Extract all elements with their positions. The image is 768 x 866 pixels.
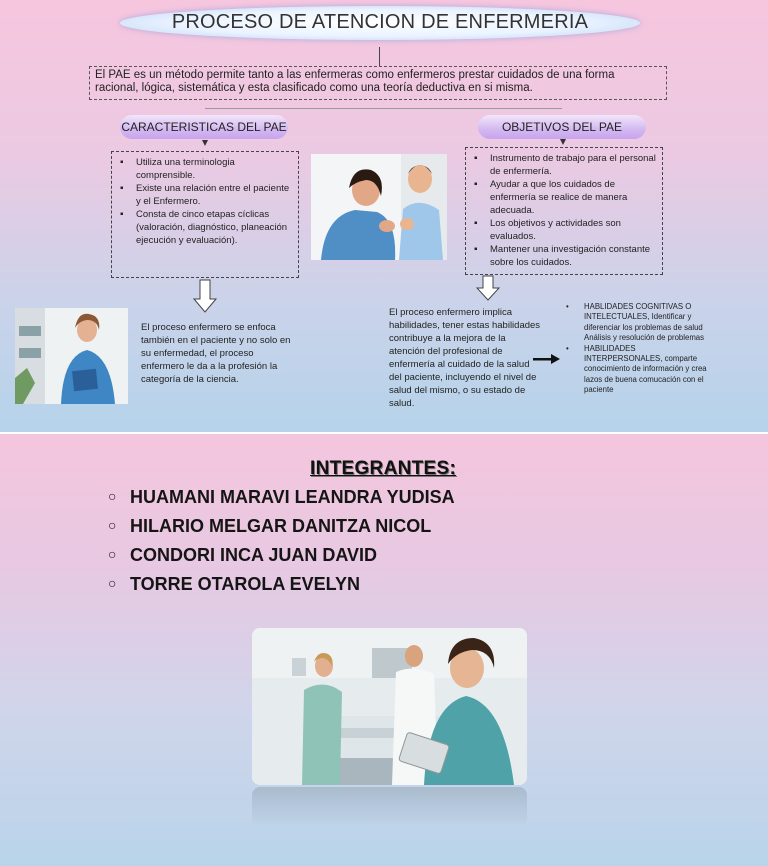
page-title: PROCESO DE ATENCION DE ENFERMERIA — [171, 11, 589, 33]
member-item — [108, 574, 360, 595]
nurse-child-photo — [311, 154, 447, 260]
list-item: ▪ Existe una relación entre el paciente y el Enfermero. — [120, 182, 292, 208]
member-name: HUAMANI MARAVI LEANDRA YUDISA — [130, 487, 455, 507]
member-item — [108, 545, 377, 566]
connector-line — [205, 108, 562, 109]
title-connector — [379, 47, 380, 67]
characteristics-heading: CARACTERISTICAS DEL PAE — [120, 115, 288, 139]
hollow-arrow-down-icon — [193, 279, 217, 313]
bullet-icon: ○ — [108, 575, 117, 591]
nurse-clipboard-photo — [15, 308, 128, 404]
nurses-hospital-photo — [252, 628, 527, 785]
arrow-down-icon — [202, 140, 208, 146]
list-item: • HABLIDADES COGNITIVAS O INTELECTUALES, Identificar y diferenciar los problemas de salud Análisis y resolución de problemas — [566, 302, 714, 344]
photo-reflection — [252, 787, 527, 827]
list-item: ▪ Utiliza una terminologia comprensible. — [120, 156, 292, 182]
member-item — [108, 487, 455, 508]
member-name: CONDORI INCA JUAN DAVID — [130, 545, 378, 565]
bullet-icon: ○ — [108, 546, 117, 562]
hollow-arrow-down-icon — [476, 275, 500, 301]
skills-list — [566, 302, 714, 396]
skills-intro-text: El proceso enfermero implica habilidades, tener estas habilidades contribuye a la mejora de la atención del profesional de enfermería al cuidado de la salud del paciente, incluyendo el nivel de salud del mismo, o su estado de salud. — [389, 307, 541, 409]
list-item: ▪ Instrumento de trabajo para el personal de enfermería. — [474, 152, 656, 178]
objectives-list — [465, 147, 663, 275]
objectives-heading: OBJETIVOS DEL PAE — [478, 115, 646, 139]
member-name: TORRE OTAROLA EVELYN — [130, 574, 361, 594]
definition-box: El PAE es un método permite tanto a las enfermeras como enfermeros prestar cuidados de una forma racional, lógica, sistemática y esta clasificado como una teoría deductiva en si misma. — [89, 66, 667, 100]
list-item: ▪ Ayudar a que los cuidados de enfermería se realice de manera adecuada. — [474, 178, 656, 217]
list-item: ▪ Consta de cinco etapas cíclicas (valoración, diagnóstico, planeación ejecución y evaluación). — [120, 208, 292, 247]
member-name: HILARIO MELGAR DANITZA NICOL — [130, 516, 432, 536]
characteristics-list — [111, 151, 299, 278]
bullet-icon: ○ — [108, 517, 117, 533]
members-heading: INTEGRANTES: — [310, 458, 457, 479]
list-item: ▪ Los objetivos y actividades son evaluados. — [474, 217, 656, 243]
list-item: • HABILIDADES INTERPERSONALES, comparte conocimiento de información y crea lazos de buena comucación con el paciente — [566, 344, 714, 396]
member-item — [108, 516, 431, 537]
arrow-right-icon — [533, 353, 561, 365]
arrow-down-icon — [560, 139, 566, 145]
list-item: ▪ Mantener una investigación constante sobre los cuidados. — [474, 243, 656, 269]
bullet-icon: ○ — [108, 488, 117, 504]
patient-focus-text: El proceso enfermero se enfoca también en el paciente y no solo en su enfermedad, el proceso enfermero le da a la profesión la categoría de la ciencia. — [141, 322, 291, 385]
